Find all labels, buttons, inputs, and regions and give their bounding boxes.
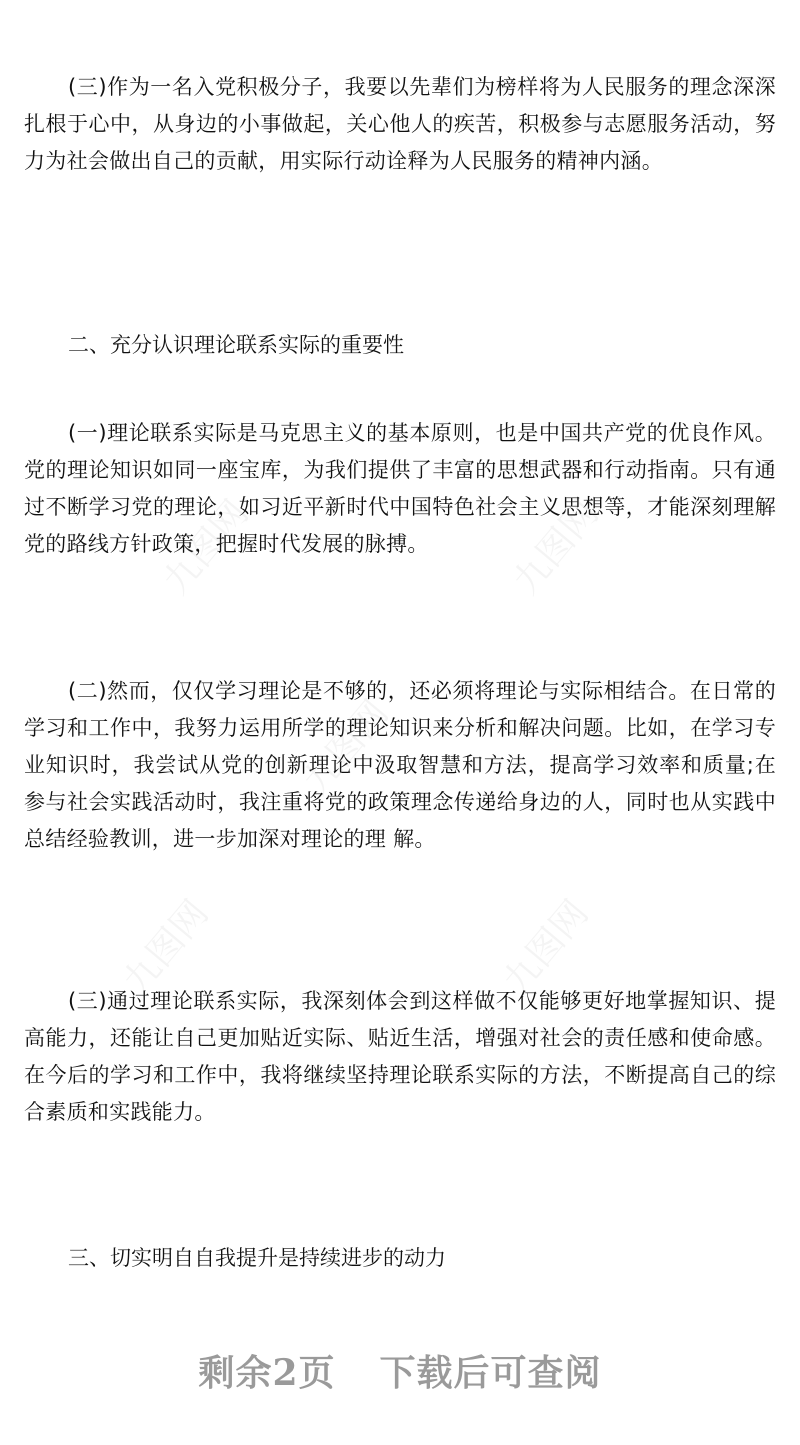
watermark: 九图网 [495, 892, 597, 1002]
paragraph-1-theory: (一)理论联系实际是马克思主义的基本原则，也是中国共产党的优良作风。党的理论知识如同一座宝库，为我们提供了丰富的思想武器和行动指南。只有通过不断学习党的理论，如习近平新时代中国特色社会主义思想等，才能深刻理解党的路线方针政策，把握时代发展的脉搏。 [24, 421, 776, 556]
watermark: 九图网 [115, 892, 217, 1002]
download-to-view-label[interactable]: 下载后可查阅 [379, 1352, 602, 1394]
watermark: 九图网 [505, 492, 607, 602]
watermark: 九图网 [295, 692, 397, 802]
section-heading-3: 三、切实明自自我提升是持续进步的动力 [68, 1246, 446, 1270]
paragraph-3-reflection: (三)通过理论联系实际，我深刻体会到这样做不仅能够更好地掌握知识、提高能力，还能让自己更加贴近实际、贴近生活，增强对社会的责任感和使命感。在今后的学习和工作中，我将继续坚持理论联系实际的方法，不断提高自己的综合素质和实践能力。 [24, 989, 776, 1124]
download-prompt[interactable] [0, 1345, 800, 1396]
paragraph-2-practice: (二)然而，仅仅学习理论是不够的，还必须将理论与实际相结合。在日常的学习和工作中，我努力运用所学的理论知识来分析和解决问题。比如，在学习专业知识时，我尝试从党的创新理论中汲取智慧和方法，提高学习效率和质量;在参与社会实践活动时，我注重将党的政策理念传递给身边的人，同时也从实践中总结经验教训，进一步加深对理论的理 解。 [24, 679, 776, 851]
remaining-pages-label: 剩余2页 [198, 1352, 336, 1394]
section-heading-2: 二、充分认识理论联系实际的重要性 [68, 333, 404, 357]
paragraph-3-service: (三)作为一名入党积极分子，我要以先辈们为榜样将为人民服务的理念深深扎根于心中，从身边的小事做起，关心他人的疾苦，积极参与志愿服务活动，努力为社会做出自己的贡献，用实际行动诠释为人民服务的精神内涵。 [24, 75, 776, 173]
watermark: 九图网 [155, 492, 257, 602]
